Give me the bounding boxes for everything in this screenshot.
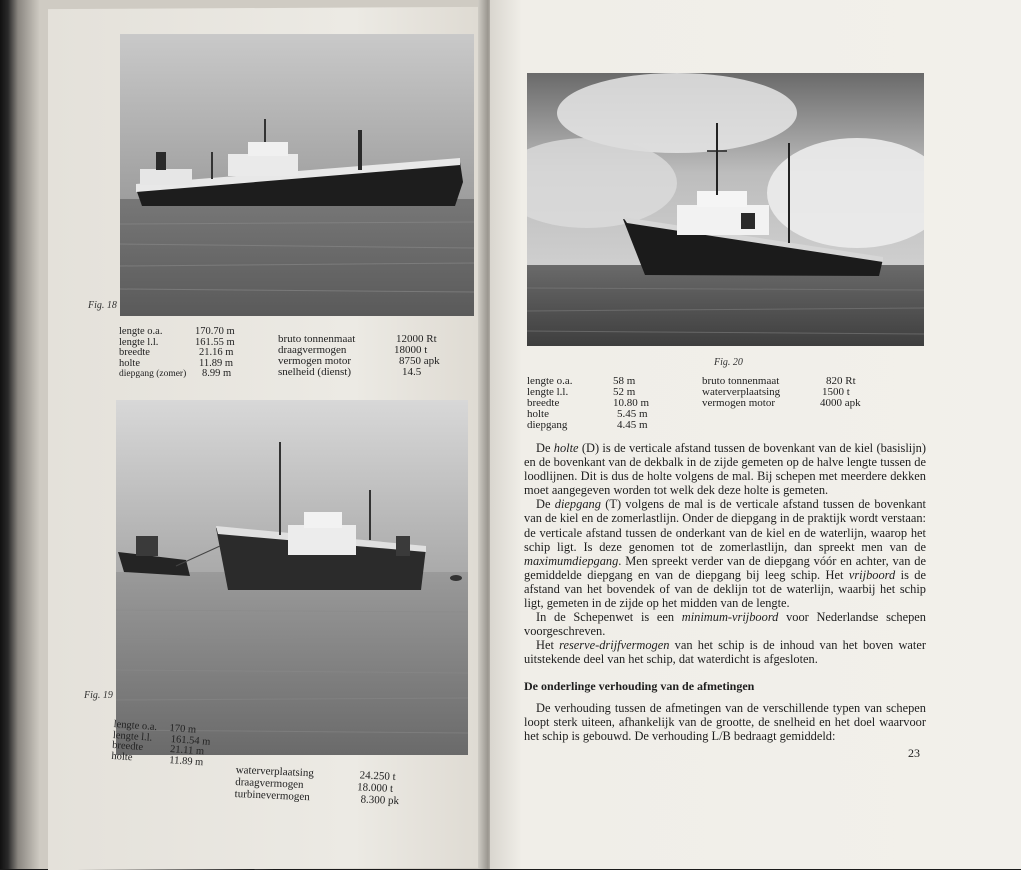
spec-row: draagvermogen 18.000 t (234, 775, 394, 795)
spec-row: snelheid (dienst) 14.5 (278, 366, 422, 378)
photo-tanker (120, 34, 474, 316)
photo-tugboat (527, 73, 924, 346)
photo-cargo-ship-with-tug (116, 400, 468, 755)
fig18-specs-left (119, 327, 239, 380)
spec-row: breedte 21.11 m (111, 739, 205, 758)
term-maximumdiepgang: maximumdiepgang (524, 553, 619, 568)
spec-row: vermogen motor 4000 apk (702, 397, 861, 409)
spec-row: lengte o.a. 58 m (527, 375, 636, 387)
paragraph-diepgang: De diepgang (T) volgens de mal is de verticale afstand tussen de bovenkant van de kiel en de zomerlastlijn. Onder de diepgang in de praktijk wordt verstaan: de verticale afstand tussen de onderkant van de kiel en de waterlijn, waarop het schip ligt. Is deze genomen tot de zomerlastlijn, dan spreekt men van de maximumdiepgang. Men spreekt verder van de diepgang vóór en achter, van de gemiddelde diepgang en van de diepgang bij leeg schip. Het vrijboord is de afstand van het bovendek of van de deklijn tot de waterlijn, waarbij het schip ligt, gemeten in de zijde op het midden van de lengte. (524, 497, 927, 611)
spec-row: breedte 10.80 m (527, 397, 650, 409)
spec-row: holte 11.89 m (111, 750, 204, 768)
term-reserve-drijfvermogen: reserve-drijfvermogen (559, 638, 670, 653)
spec-row: turbinevermogen 8.300 pk (234, 787, 400, 808)
spec-row: vermogen motor 8750 apk (278, 355, 440, 367)
fig18-specs-right (278, 334, 448, 378)
paragraph-holte: De holte (D) is de verticale afstand tussen de bovenkant van de kiel (basislijn) en de bovenkant van de dekbalk in de zijde gemeten op de halve lengte tussen de loodlijnen. Dit is dus de holte volgens de mal. Bij schepen met meerdere dekken moet aangegeven worden tot welk dek deze holte is gemeten. (524, 441, 926, 498)
spec-row: waterverplaatsing 24.250 t (235, 764, 396, 783)
fig19-specs-left (111, 720, 234, 770)
page-number: 23 (908, 746, 920, 760)
spec-row: lengte o.a. 170.70 m (119, 326, 235, 337)
spec-row: breedte 21.16 m (119, 347, 234, 358)
spec-row: holte 5.45 m (527, 408, 648, 420)
paragraph-reserve-drijfvermogen: Het reserve-drijfvermogen van het schip is de inhoud van het boven water uitstekende deel van het schip, dat waterdicht is afgesloten. (524, 638, 926, 667)
spec-row: diepgang (zomer) 8.99 m (119, 368, 232, 379)
spec-row: holte 11.89 m (119, 357, 234, 369)
spec-row: lengte o.a. 170 m (113, 719, 197, 736)
spec-row: lengte l.l. 161.54 m (112, 729, 211, 748)
spec-row: lengte l.l. 161.55 m (119, 336, 235, 348)
fig19-caption: Fig. 19 (84, 690, 113, 701)
section-heading: De onderlinge verhouding van de afmetingen (524, 678, 755, 693)
fig20-specs-right (702, 376, 882, 409)
spec-row: draagvermogen 18000 t (278, 344, 428, 356)
term-vrijboord: vrijboord (848, 567, 896, 582)
fig20-specs-left (527, 376, 657, 431)
spec-row: bruto tonnenmaat 820 Rt (702, 375, 856, 387)
paragraph-schepenwet: In de Schepenwet is een minimum-vrijboord voor Nederlandse schepen voorgeschreven. (524, 610, 926, 639)
spec-row: bruto tonnenmaat 12000 Rt (278, 333, 437, 345)
spec-row: lengte l.l. 52 m (527, 386, 636, 398)
term-minimum-vrijboord: minimum-vrijboord (681, 610, 779, 625)
paragraph-verhouding: De verhouding tussen de afmetingen van de verschillende typen van schepen loopt sterk uiteen, afhankelijk van de grootte, de snelheid en het doel waarvoor het schip is gebouwd. De verhouding L/B bedraagt gemiddeld: (524, 700, 926, 743)
term-holte: holte (553, 441, 579, 455)
term-diepgang: diepgang (554, 497, 601, 512)
spec-row: diepgang 4.45 m (527, 419, 648, 431)
fig20-caption: Fig. 20 (714, 357, 743, 368)
fig18-caption: Fig. 18 (88, 300, 117, 311)
spec-row: waterverplaatsing 1500 t (702, 386, 850, 398)
body-text (524, 441, 926, 743)
